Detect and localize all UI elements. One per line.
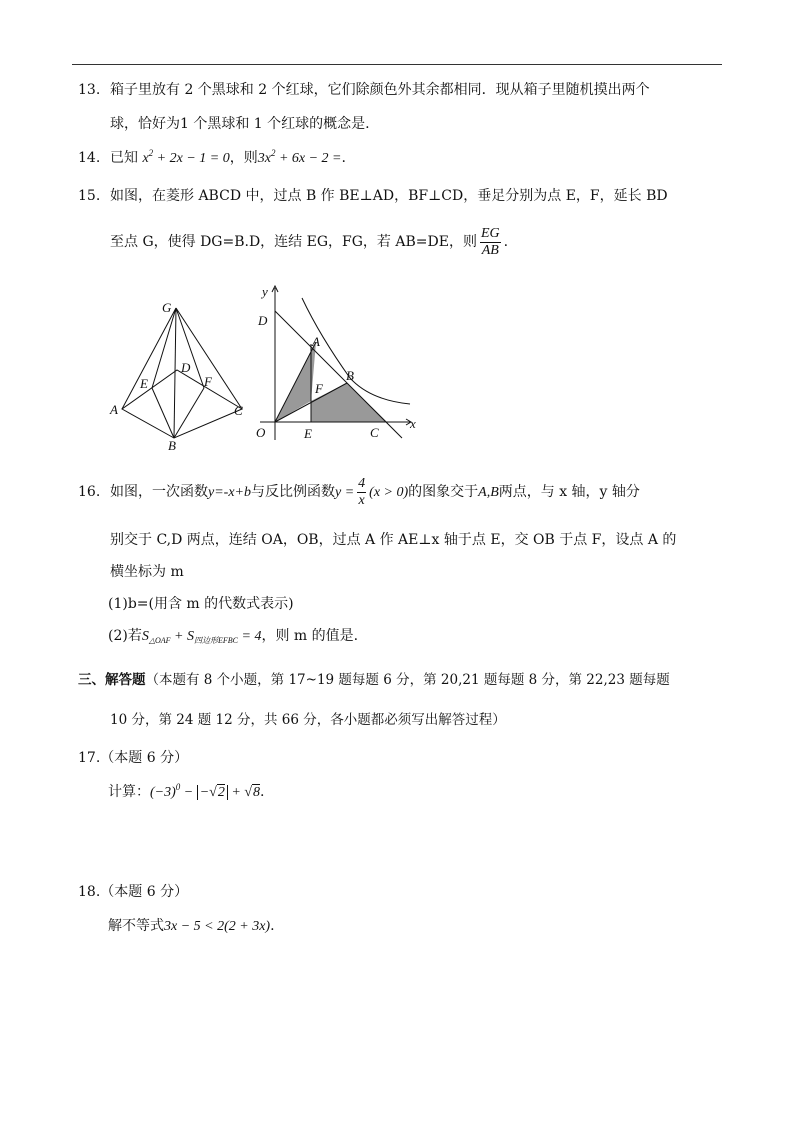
- q16-line1: 16. 如图，一次函数y=-x+b与反比例函数y = $\frac{4}{x}$ (x > 0)的图象交于A,B两点，与 x 轴，y 轴分: [78, 472, 640, 513]
- q15-fraction: $\frac{EG}{AB}$: [480, 225, 500, 258]
- section3-desc1: （本题有 8 个小题，第 17~19 题每题 6 分，第 20,21 题每题 8 分，第 22,23 题每题: [145, 672, 670, 688]
- q18-number: 18.: [78, 884, 101, 900]
- q16-points: A,B: [478, 485, 499, 500]
- q16-line3: 横坐标为 m: [110, 564, 184, 580]
- q16-linear-func: y=-x+b: [208, 485, 251, 500]
- label-A2: A: [312, 334, 320, 349]
- label-B2: B: [346, 368, 354, 383]
- label-O: O: [256, 425, 266, 440]
- label-G: G: [162, 300, 172, 315]
- q14-expression: $3x^2 + 6x - 2$ =: [257, 148, 342, 166]
- q17-expression: $(-3)^0 - -√2 + √8$: [150, 782, 261, 800]
- q13-line1: [78, 80, 650, 100]
- label-E: E: [140, 376, 148, 391]
- q13-number: 13.: [78, 82, 101, 98]
- q16-line2: 别交于 C,D 两点，连结 OA，OB，过点 A 作 AE⊥x 轴于点 E，交 OB 于点 F，设点 A 的: [110, 532, 677, 548]
- rhombus-figure: [100, 290, 260, 460]
- label-y: y: [262, 284, 268, 299]
- q16-sub1: (1)b=(用含 m 的代数式表示): [108, 596, 294, 612]
- header-rule: [72, 64, 722, 65]
- q13-line2: 球，恰好为1 个黑球和 1 个红球的概念是.: [110, 116, 370, 132]
- label-A: A: [110, 402, 118, 417]
- q16-sub2: (2)若$S_{\triangle OAF} + S_{四边形EFBC} = 4$，则 m 的值是.: [108, 628, 359, 645]
- section3-line2: 10 分，第 24 题 12 分，共 66 分，各小题都必须写出解答过程）: [110, 712, 506, 728]
- q17-body: 计算：$(-3)^0 - -√2 + √8$.: [108, 782, 265, 800]
- q16-inverse-func: y =: [334, 485, 355, 500]
- q16-number: 16.: [78, 484, 101, 500]
- q16-area-expression: $S_{\triangle OAF} + S_{四边形EFBC} = 4$: [141, 629, 262, 645]
- q15-line1: [78, 186, 668, 206]
- label-E2: E: [304, 426, 312, 441]
- label-x: x: [410, 416, 416, 431]
- q18-body: 解不等式3x − 5 < 2(2 + 3x).: [108, 918, 275, 934]
- q17-head: 17.（本题 6 分）: [78, 750, 189, 766]
- q15-line2: 至点 G，使得 DG=B.D，连结 EG，FG，若 AB=DE，则 $\frac{EG}{AB}$ .: [110, 225, 509, 258]
- q14-number: 14.: [78, 150, 101, 166]
- q14-line: 14. 已知 $x^2 + 2x - 1 = 0$，则$3x^2 + 6x - 2$ =.: [78, 148, 346, 166]
- q13-text1: 箱子里放有 2 个黑球和 2 个红球，它们除颜色外其余都相同．现从箱子里随机摸出两个: [110, 82, 650, 98]
- label-C2: C: [370, 425, 379, 440]
- section3-title: 三、解答题: [78, 672, 146, 688]
- q17-number: 17.: [78, 750, 101, 766]
- q16-fraction: $\frac{4}{x}$: [358, 475, 366, 508]
- q14-equation: $x^2 + 2x - 1 = 0$: [142, 148, 230, 166]
- q15-number: 15.: [78, 188, 101, 204]
- label-B: B: [168, 438, 176, 453]
- q18-inequality: 3x − 5 < 2(2 + 3x): [164, 919, 271, 934]
- label-D: D: [181, 360, 191, 375]
- label-F2: F: [315, 381, 323, 396]
- section3-line1: [78, 670, 670, 690]
- q18-head: 18.（本题 6 分）: [78, 884, 189, 900]
- label-F: F: [204, 374, 212, 389]
- q16-domain: (x > 0): [369, 485, 409, 500]
- function-figure: [250, 282, 425, 452]
- q15-text1: 如图，在菱形 ABCD 中，过点 B 作 BE⊥AD，BF⊥CD，垂足分别为点 E，F，延长 BD: [110, 188, 668, 204]
- label-D2: D: [258, 313, 268, 328]
- label-C: C: [234, 403, 243, 418]
